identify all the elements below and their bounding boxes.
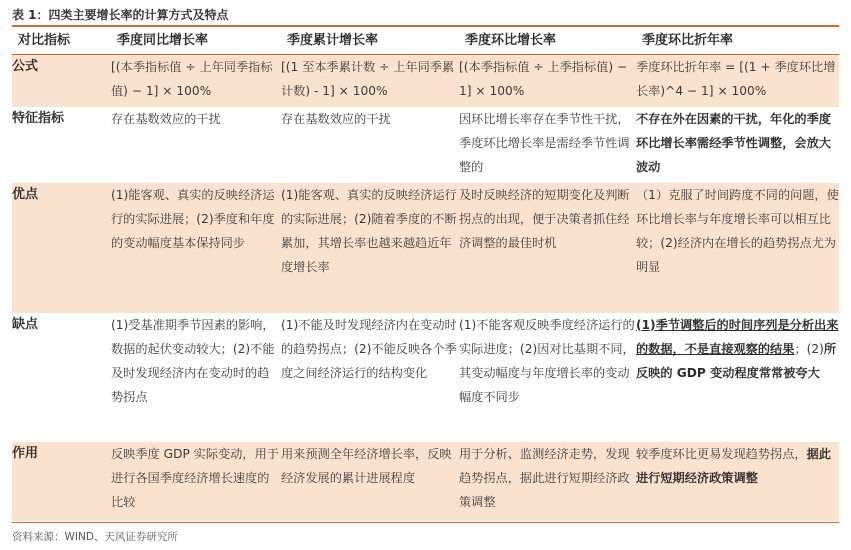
table-row-disadvantage bbox=[12, 313, 839, 442]
table-cell: 及时反映经济的短期变化及判断拐点的出现，便于决策者抓住经济调整的最佳时机 bbox=[459, 183, 636, 313]
table-cell: 季度环比折年率 = [(1 + 季度环比增长率)^4 − 1] × 100% bbox=[636, 55, 839, 107]
table-cell: (1)能客观、真实的反映经济运行的实际进展；(2)随着季度的不断累加，其增长率也越来越趋近年度增长率 bbox=[281, 183, 459, 313]
table-caption: 表 1：四类主要增长率的计算方式及特点 bbox=[12, 8, 229, 22]
table-cell bbox=[636, 442, 839, 521]
table-cell: 因环比增长率存在季节性干扰，季度环比增长率是需经季节性调整的 bbox=[459, 107, 636, 183]
row-label: 作用 bbox=[12, 442, 111, 521]
header-cell: 季度同比增长率 bbox=[111, 27, 281, 55]
table-row-advantage bbox=[12, 183, 839, 313]
row-label: 特征指标 bbox=[12, 107, 111, 183]
table-cell: 不存在外在因素的干扰，年化的季度环比增长率需经季节性调整，会放大波动 bbox=[636, 107, 839, 183]
cell-emphasis: 据此进行短期经济政策调整 bbox=[636, 446, 831, 485]
cell-text: ；(2) bbox=[794, 341, 824, 356]
table-cell: [(本季指标值 ÷ 上年同季指标值) − 1] × 100% bbox=[111, 55, 281, 107]
cell-text: 较季度环比更易发现趋势拐点， bbox=[636, 446, 807, 461]
cell-emphasis: 所反映的 GDP 变动程度常常被夸大 bbox=[636, 341, 837, 380]
table-row-formula bbox=[12, 55, 839, 107]
table-cell: 用于分析、监测经济走势，发现趋势拐点，据此进行短期经济政策调整 bbox=[459, 442, 636, 521]
growth-rate-table bbox=[12, 27, 839, 521]
cell-emphasis: (1)季节调整后的时间序列是分析出来的数据，不是直接观察的结果 bbox=[636, 317, 839, 356]
table-cell: (1)受基准期季节因素的影响，数据的起伏变动较大；(2)不能及时发现经济内在变动时的趋势拐点 bbox=[111, 313, 281, 442]
header-cell: 季度环比折年率 bbox=[636, 27, 839, 55]
header-row bbox=[12, 27, 839, 55]
table-cell: （1）克服了时间跨度不同的问题，使环比增长率与年度增长率可以相互比较；(2)经济内在增长的趋势拐点尤为明显 bbox=[636, 183, 839, 313]
table-cell: (1)不能及时发现经济内在变动时的趋势拐点；(2)不能反映各个季度之间经济运行的结构变化 bbox=[281, 313, 459, 442]
table-cell: 存在基数效应的干扰 bbox=[281, 107, 459, 183]
table-cell: [(1 至本季累计数 ÷ 上年同季累计数) - 1] × 100% bbox=[281, 55, 459, 107]
header-cell: 对比指标 bbox=[12, 27, 111, 55]
row-label: 优点 bbox=[12, 183, 111, 313]
source-note: 资料来源：WIND、天风证券研究所 bbox=[12, 531, 178, 543]
table-bottom-rule bbox=[12, 522, 839, 523]
table-cell: 反映季度 GDP 实际变动，用于进行各国季度经济增长速度的比较 bbox=[111, 442, 281, 521]
header-cell: 季度累计增长率 bbox=[281, 27, 459, 55]
row-label: 公式 bbox=[12, 55, 111, 107]
header-cell: 季度环比增长率 bbox=[459, 27, 636, 55]
table-cell: 用来预测全年经济增长率，反映经济发展的累计进展程度 bbox=[281, 442, 459, 521]
row-label: 缺点 bbox=[12, 313, 111, 442]
table-cell: (1)能客观、真实的反映经济运行的实际进展；(2)季度和年度的变动幅度基本保持同步 bbox=[111, 183, 281, 313]
table-cell bbox=[636, 313, 839, 442]
table-row-usage bbox=[12, 442, 839, 521]
table-cell: (1)不能客观反映季度经济运行的实际进度；(2)因对比基期不同，其变动幅度与年度增长率的变动幅度不同步 bbox=[459, 313, 636, 442]
table-cell: [(本季指标值 ÷ 上季指标值) − 1] × 100% bbox=[459, 55, 636, 107]
table-row-feature bbox=[12, 107, 839, 183]
table-cell: 存在基数效应的干扰 bbox=[111, 107, 281, 183]
